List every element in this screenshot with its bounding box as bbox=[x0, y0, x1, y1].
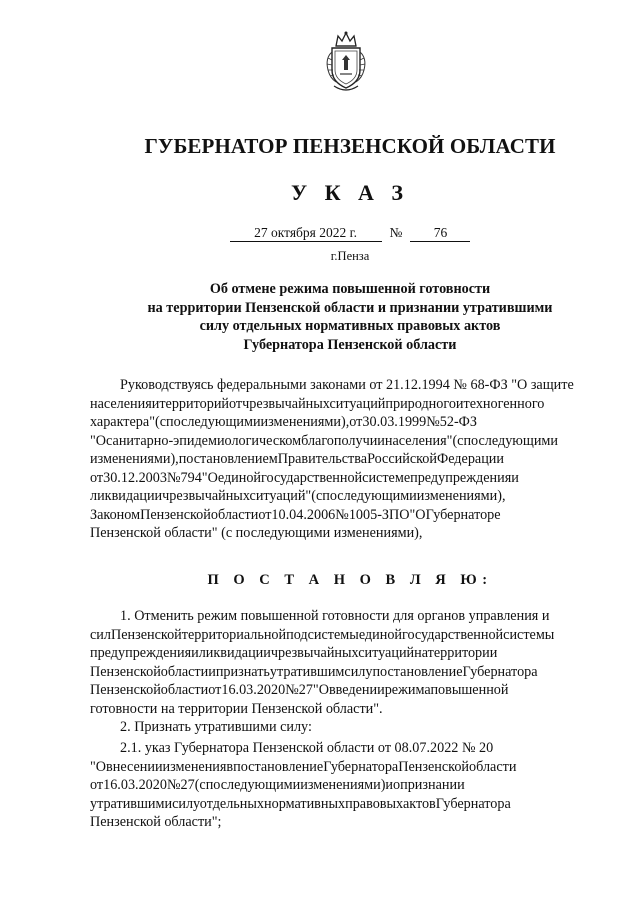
paragraph-2 bbox=[90, 718, 610, 737]
text-line: Пензенской области"; bbox=[90, 814, 222, 830]
penza-coat-of-arms-icon bbox=[322, 30, 370, 94]
paragraph-1 bbox=[90, 607, 610, 718]
city: г.Пенза bbox=[330, 249, 370, 263]
document-type: У К А З bbox=[290, 180, 410, 205]
text-line: Пензенскойобластиот16.03.2020№27"Овведениирежимаповышенной bbox=[90, 682, 509, 698]
text-line: готовности на территории Пензенской области". bbox=[90, 700, 383, 717]
text-line: Руководствуясь федеральными законами от 21.12.1994 № 68-ФЗ "О защите bbox=[120, 377, 574, 393]
text-line: ЗакономПензенскойобластиот10.04.2006№1005-ЗПО"ОГубернаторе bbox=[90, 506, 501, 523]
text-line: населенияитерриторийотчрезвычайныхситуацийприродногоитехногенного bbox=[90, 395, 545, 412]
subject-line: на территории Пензенской области и признании утратившими bbox=[147, 299, 553, 316]
text-line: 1. Отменить режим повышенной готовности для органов управления и bbox=[120, 608, 550, 624]
text-line: от30.12.2003№794"Оединойгосударственнойсистемепредупрежденияи bbox=[90, 469, 519, 486]
text-line: силПензенскойтерриториальнойподсистемыединойгосударственнойсистемы bbox=[90, 626, 555, 643]
number-sign: № bbox=[389, 225, 403, 240]
decree-word: П О С Т А Н О В Л Я Ю: bbox=[207, 572, 493, 588]
text-line: ликвидациичрезвычайныхситуаций"(споследующимиизменениями), bbox=[90, 488, 506, 504]
text-line: "Осанитарно-эпидемиологическомблагополучиинаселения"(споследующими bbox=[90, 432, 558, 449]
text-line: ПензенскойобластиипризнатьутратившимсилупостановлениеГубернатора bbox=[90, 663, 538, 680]
subject-line: Губернатора Пензенской области bbox=[243, 336, 457, 353]
text-line: от16.03.2020№27(споследующимиизменениями)иопризнании bbox=[90, 777, 465, 793]
document-subject bbox=[0, 280, 640, 354]
text-line: характера"(споследующимиизменениями),от30.03.1999№52-ФЗ bbox=[90, 414, 477, 430]
text-line: Пензенской области" (с последующими изменениями), bbox=[90, 525, 423, 541]
text-line: "ОвнесенииизменениявпостановлениеГубернатораПензенскойобласти bbox=[90, 758, 517, 775]
text-line: предупрежденияиликвидациичрезвычайныхситуацийнатерритории bbox=[90, 645, 498, 661]
paragraph-2-1 bbox=[90, 739, 610, 832]
text-line: изменениями),постановлениемПравительстваРоссийскойФедерации bbox=[90, 451, 504, 467]
subject-line: Об отмене режима повышенной готовности bbox=[209, 281, 491, 297]
subject-line: силу отдельных нормативных правовых актов bbox=[199, 318, 501, 334]
document-number: 76 bbox=[410, 225, 470, 242]
preamble-paragraph bbox=[90, 376, 610, 543]
issuing-authority: ГУБЕРНАТОР ПЕНЗЕНСКОЙ ОБЛАСТИ bbox=[144, 134, 556, 158]
text-line: 2.1. указ Губернатора Пензенской области от 08.07.2022 № 20 bbox=[120, 740, 494, 756]
document-date: 27 октября 2022 г. bbox=[230, 225, 382, 242]
text-line: утратившимисилуотдельныхнормативныхправовыхактовГубернатора bbox=[90, 795, 511, 812]
date-number-line bbox=[0, 225, 640, 242]
text-line: 2. Признать утратившими силу: bbox=[120, 719, 312, 735]
